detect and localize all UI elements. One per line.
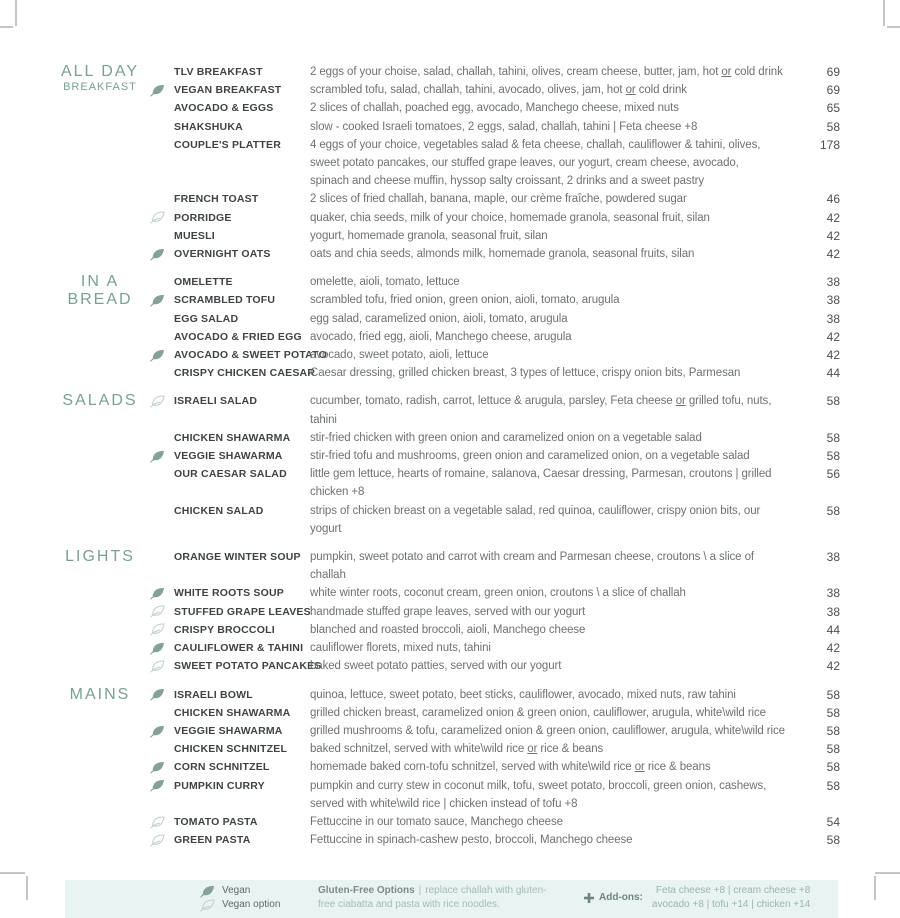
menu-item-description: 4 eggs of your choice, vegetables salad & feta cheese, challah, cauliflower & tahini, olives, sweet potato pancakes, our stuffed grape leaves, our yogurt, cream cheese, avocado, spinach and cheese muffin, hyssop salty croissant, 2 drinks and a sweet pastry [310, 138, 761, 188]
menu-item-row [150, 346, 840, 364]
menu-item-name: OVERNIGHT OATS [174, 248, 271, 261]
vegan-option-leaf-icon [150, 209, 174, 227]
menu-item-name: CHICKEN SHAWARMA [174, 431, 291, 444]
menu-item-row [150, 584, 840, 602]
menu-item-price: 58 [826, 833, 840, 848]
menu-item-price: 38 [826, 550, 840, 565]
menu-item-name: VEGGIE SHAWARMA [174, 724, 283, 737]
page-corner-mark [0, 872, 25, 874]
menu-item-row [150, 777, 840, 813]
menu-item-price: 58 [826, 394, 840, 409]
menu-item-name: TOMATO PASTA [174, 815, 258, 828]
menu-item-description: omelette, aioli, tomato, lettuce [310, 276, 460, 289]
icon-slot-empty [150, 429, 174, 447]
menu-section-lights [60, 548, 840, 675]
menu-item-name: STUFFED GRAPE LEAVES [174, 605, 311, 618]
menu-section-salads [60, 392, 840, 538]
restaurant-menu [60, 63, 840, 918]
menu-item-row [150, 136, 840, 191]
menu-item-price: 42 [826, 247, 840, 262]
menu-item-name: CHICKEN SHAWARMA [174, 706, 291, 719]
section-heading [60, 392, 140, 538]
page-corner-mark [0, 26, 13, 28]
menu-item-price: 46 [826, 192, 840, 207]
icon-slot-empty [150, 190, 174, 208]
plus-icon [584, 893, 594, 903]
vegan-leaf-icon [150, 81, 174, 99]
vegan-option-leaf-icon [150, 621, 174, 639]
vegan-leaf-icon [150, 686, 174, 704]
menu-item-description: pumpkin, sweet potato and carrot with cream and Parmesan cheese, croutons \ a slice of challah [310, 551, 754, 582]
section-title: SALADS [62, 392, 138, 410]
legend-item-vegan-option [200, 898, 318, 912]
add-ons-note [584, 884, 810, 912]
menu-item-description: cucumber, tomato, radish, carrot, lettuce & arugula, parsley, Feta cheese or grilled tofu, nuts, tahini [310, 395, 772, 426]
menu-item-row [150, 465, 840, 501]
icon-slot-empty [150, 465, 174, 483]
menu-item-description: handmade stuffed grape leaves, served with our yogurt [310, 605, 586, 618]
menu-item-price: 58 [826, 119, 840, 134]
menu-item-row [150, 245, 840, 263]
add-ons-line: Feta cheese +8 | cream cheese +8 [655, 885, 811, 897]
menu-item-name: WHITE ROOTS SOUP [174, 587, 284, 600]
legend-item-vegan [200, 884, 318, 898]
menu-item-description: scrambled tofu, fried onion, green onion, aioli, tomato, arugula [310, 294, 620, 307]
menu-item-price: 38 [826, 604, 840, 619]
menu-item-name: CAULIFLOWER & TAHINI [174, 642, 304, 655]
menu-item-row [150, 639, 840, 657]
menu-item-name: ISRAELI BOWL [174, 688, 253, 701]
section-title: MAINS [69, 685, 131, 703]
menu-item-row [150, 291, 840, 309]
icon-slot-empty [150, 310, 174, 328]
menu-item-name: CORN SCHNITZEL [174, 761, 270, 774]
section-items [150, 392, 840, 538]
menu-item-row [150, 447, 840, 465]
gluten-free-note [318, 884, 560, 912]
menu-item-price: 42 [826, 210, 840, 225]
menu-item-price: 58 [826, 687, 840, 702]
menu-item-row [150, 657, 840, 675]
menu-item-price: 69 [826, 65, 840, 79]
menu-item-name: GREEN PASTA [174, 834, 251, 847]
page-corner-mark [874, 876, 876, 900]
menu-item-description: strips of chicken breast on a vegetable salad, red quinoa, cauliflower, crispy onion bits, our yogurt [310, 504, 761, 535]
menu-item-price: 44 [826, 622, 840, 637]
menu-item-price: 58 [826, 760, 840, 775]
section-title: ALL DAY [60, 63, 140, 80]
vegan-leaf-icon [150, 758, 174, 776]
menu-item-name: EGG SALAD [174, 312, 239, 325]
menu-item-name: ORANGE WINTER SOUP [174, 551, 301, 564]
section-items [150, 63, 840, 263]
menu-item-description: grilled mushrooms & tofu, caramelized onion & green onion, cauliflower, arugula, white\wild rice [310, 724, 785, 737]
section-title: IN A [80, 273, 120, 291]
menu-item-description: Fettuccine in spinach-cashew pesto, broccoli, Manchego cheese [310, 834, 633, 847]
menu-item-name: CRISPY CHICKEN CAESAR [174, 367, 316, 380]
menu-item-price: 58 [826, 723, 840, 738]
menu-item-price: 42 [826, 329, 840, 344]
menu-item-row [150, 831, 840, 849]
menu-item-name: SCRAMBLED TOFU [174, 294, 276, 307]
menu-item-row [150, 310, 840, 328]
vegan-leaf-icon [150, 722, 174, 740]
menu-item-description: stir-fried chicken with green onion and caramelized onion on a vegetable salad [310, 431, 702, 444]
menu-item-description: baked sweet potato patties, served with our yogurt [310, 660, 562, 673]
section-heading [60, 273, 140, 382]
menu-item-description: avocado, fried egg, aioli, Manchego cheese, arugula [310, 330, 572, 343]
legend-label: Vegan option [222, 899, 281, 911]
section-subtitle: BREAKFAST [63, 81, 137, 93]
menu-item-row [150, 209, 840, 227]
add-ons-line: avocado +8 | tofu +14 | chicken +14 [651, 899, 811, 911]
menu-item-price: 58 [826, 742, 840, 757]
vegan-leaf-icon [150, 447, 174, 465]
menu-item-price: 58 [826, 778, 840, 793]
menu-item-price: 42 [826, 641, 840, 656]
menu-item-name: MUESLI [174, 229, 215, 242]
menu-item-description: grilled chicken breast, caramelized onion & green onion, cauliflower, arugula, white\wild rice [310, 706, 766, 719]
vegan-leaf-icon [150, 245, 174, 263]
menu-item-price: 58 [826, 430, 840, 445]
menu-item-description: cauliflower florets, mixed nuts, tahini [310, 642, 491, 655]
menu-item-name: COUPLE'S PLATTER [174, 138, 282, 151]
section-items [150, 548, 840, 675]
menu-item-price: 38 [826, 293, 840, 308]
icon-slot-empty [150, 740, 174, 758]
menu-item-row [150, 118, 840, 136]
menu-section-all-day-breakfast [60, 63, 840, 263]
section-title: BREAD [67, 291, 133, 309]
menu-sections [60, 63, 840, 849]
menu-footer-legend-bar [65, 880, 838, 918]
gluten-free-text: replace challah with gluten-free ciabatta and pasta with rice noodles. [318, 885, 547, 911]
menu-item-row [150, 81, 840, 99]
menu-item-description: quinoa, lettuce, sweet potato, beet sticks, cauliflower, avocado, mixed nuts, raw tahini [310, 688, 736, 701]
vegan-leaf-icon [150, 291, 174, 309]
menu-item-price: 44 [826, 366, 840, 381]
menu-item-description: pumpkin and curry stew in coconut milk, tofu, sweet potato, broccoli, green onion, cashews, served with white\wild rice | chicken instead of tofu +8 [310, 779, 767, 810]
menu-item-name: VEGGIE SHAWARMA [174, 450, 283, 463]
icon-slot-empty [150, 273, 174, 291]
menu-item-row [150, 190, 840, 208]
menu-section-mains [60, 686, 840, 850]
vegan-option-leaf-icon [150, 392, 174, 410]
icon-slot-empty [150, 118, 174, 136]
menu-item-price: 58 [826, 449, 840, 464]
menu-item-price: 65 [826, 101, 840, 116]
vegan-option-leaf-icon [200, 899, 215, 912]
add-ons-title: Add-ons: [584, 884, 643, 912]
divider: | [418, 885, 422, 897]
gluten-free-title: Gluten-Free Options [318, 885, 415, 897]
menu-item-row [150, 63, 840, 81]
vegan-option-leaf-icon [150, 603, 174, 621]
menu-item-description: yogurt, homemade granola, seasonal fruit, silan [310, 229, 548, 242]
menu-item-row [150, 273, 840, 291]
menu-item-row [150, 392, 840, 428]
menu-item-row [150, 621, 840, 639]
menu-item-price: 178 [819, 137, 840, 152]
menu-item-row [150, 722, 840, 740]
menu-item-name: SHAKSHUKA [174, 120, 243, 133]
menu-item-price: 56 [826, 467, 840, 482]
menu-item-description: avocado, sweet potato, aioli, lettuce [310, 349, 489, 362]
menu-item-price: 58 [826, 705, 840, 720]
page-corner-mark [15, 0, 17, 26]
menu-item-row [150, 704, 840, 722]
page-corner-mark [875, 872, 900, 874]
menu-item-price: 69 [826, 83, 840, 98]
menu-item-name: ISRAELI SALAD [174, 395, 258, 408]
menu-item-description: slow - cooked Israeli tomatoes, 2 eggs, salad, challah, tahini | Feta cheese +8 [310, 120, 698, 133]
menu-item-row [150, 740, 840, 758]
vegan-leaf-icon [200, 885, 215, 898]
menu-item-description: stir-fried tofu and mushrooms, green onion and caramelized onion, on a vegetable salad [310, 450, 750, 463]
menu-item-price: 42 [826, 659, 840, 674]
section-heading [60, 686, 140, 850]
menu-item-name: TLV BREAKFAST [174, 66, 263, 78]
vegan-option-leaf-icon [150, 831, 174, 849]
menu-item-name: FRENCH TOAST [174, 193, 259, 206]
vegan-legend [200, 884, 318, 912]
icon-slot-empty [150, 704, 174, 722]
vegan-option-leaf-icon [150, 657, 174, 675]
menu-item-price: 42 [826, 228, 840, 243]
menu-item-description: scrambled tofu, salad, challah, tahini, avocado, olives, jam, hot or cold drink [310, 84, 687, 97]
menu-item-description: Caesar dressing, grilled chicken breast, 3 types of lettuce, crispy onion bits, Parmesan [310, 367, 741, 380]
menu-item-price: 38 [826, 311, 840, 326]
menu-item-description: 2 eggs of your choise, salad, challah, tahini, olives, cream cheese, butter, jam, hot or cold drink [310, 66, 783, 78]
menu-item-price: 54 [826, 814, 840, 829]
page-corner-mark [887, 26, 900, 28]
menu-item-name: CHICKEN SCHNITZEL [174, 743, 288, 756]
icon-slot-empty [150, 227, 174, 245]
menu-item-name: AVOCADO & EGGS [174, 102, 274, 115]
menu-item-row [150, 758, 840, 776]
menu-item-name: PUMPKIN CURRY [174, 779, 265, 792]
menu-item-row [150, 813, 840, 831]
menu-item-row [150, 502, 840, 538]
menu-item-name: SWEET POTATO PANCAKES [174, 660, 322, 673]
menu-item-name: OMELETTE [174, 276, 233, 289]
section-heading [60, 548, 140, 675]
menu-item-price: 38 [826, 275, 840, 290]
icon-slot-empty [150, 364, 174, 382]
legend-label: Vegan [222, 885, 251, 897]
menu-item-row [150, 227, 840, 245]
add-ons-items [652, 884, 810, 912]
menu-item-price: 38 [826, 586, 840, 601]
menu-item-row [150, 328, 840, 346]
icon-slot-empty [150, 136, 174, 154]
menu-item-name: VEGAN BREAKFAST [174, 84, 282, 97]
icon-slot-empty [150, 328, 174, 346]
menu-item-row [150, 603, 840, 621]
icon-slot-empty [150, 63, 174, 81]
menu-item-name: CRISPY BROCCOLI [174, 623, 275, 636]
icon-slot-empty [150, 99, 174, 117]
menu-item-name: CHICKEN SALAD [174, 504, 264, 517]
menu-item-description: little gem lettuce, hearts of romaine, salanova, Caesar dressing, Parmesan, croutons | grilled chicken +8 [310, 468, 772, 499]
vegan-leaf-icon [150, 639, 174, 657]
menu-item-name: AVOCADO & SWEET POTATO [174, 349, 327, 362]
menu-item-description: 2 slices of fried challah, banana, maple, our crème fraîche, powdered sugar [310, 193, 687, 206]
menu-section-in-a-bread [60, 273, 840, 382]
vegan-leaf-icon [150, 346, 174, 364]
menu-item-row [150, 429, 840, 447]
menu-item-description: oats and chia seeds, almonds milk, homemade granola, seasonal fruits, silan [310, 248, 695, 261]
menu-item-description: homemade baked corn-tofu schnitzel, served with white\wild rice or rice & beans [310, 761, 711, 774]
menu-item-description: quaker, chia seeds, milk of your choice, homemade granola, seasonal fruit, silan [310, 211, 710, 224]
section-items [150, 273, 840, 382]
menu-item-name: OUR CAESAR SALAD [174, 468, 287, 481]
icon-slot-empty [150, 548, 174, 566]
section-heading [60, 63, 140, 263]
menu-item-name: PORRIDGE [174, 211, 232, 224]
icon-slot-empty [150, 502, 174, 520]
page-corner-mark [883, 0, 885, 26]
menu-item-description: baked schnitzel, served with white\wild rice or rice & beans [310, 743, 604, 756]
menu-item-row [150, 99, 840, 117]
menu-item-name: AVOCADO & FRIED EGG [174, 330, 302, 343]
vegan-option-leaf-icon [150, 813, 174, 831]
menu-item-description: egg salad, caramelized onion, aioli, tomato, arugula [310, 312, 568, 325]
menu-item-row [150, 364, 840, 382]
menu-item-description: Fettuccine in our tomato sauce, Manchego cheese [310, 815, 563, 828]
menu-item-description: white winter roots, coconut cream, green onion, croutons \ a slice of challah [310, 587, 686, 600]
menu-item-row [150, 548, 840, 584]
vegan-leaf-icon [150, 777, 174, 795]
menu-item-description: 2 slices of challah, poached egg, avocado, Manchego cheese, mixed nuts [310, 102, 679, 115]
menu-item-row [150, 686, 840, 704]
page-corner-mark [26, 876, 28, 900]
menu-item-description: blanched and roasted broccoli, aioli, Manchego cheese [310, 623, 586, 636]
menu-item-price: 58 [826, 503, 840, 518]
section-title: LIGHTS [65, 548, 135, 566]
section-items [150, 686, 840, 850]
menu-item-price: 42 [826, 348, 840, 363]
vegan-leaf-icon [150, 584, 174, 602]
